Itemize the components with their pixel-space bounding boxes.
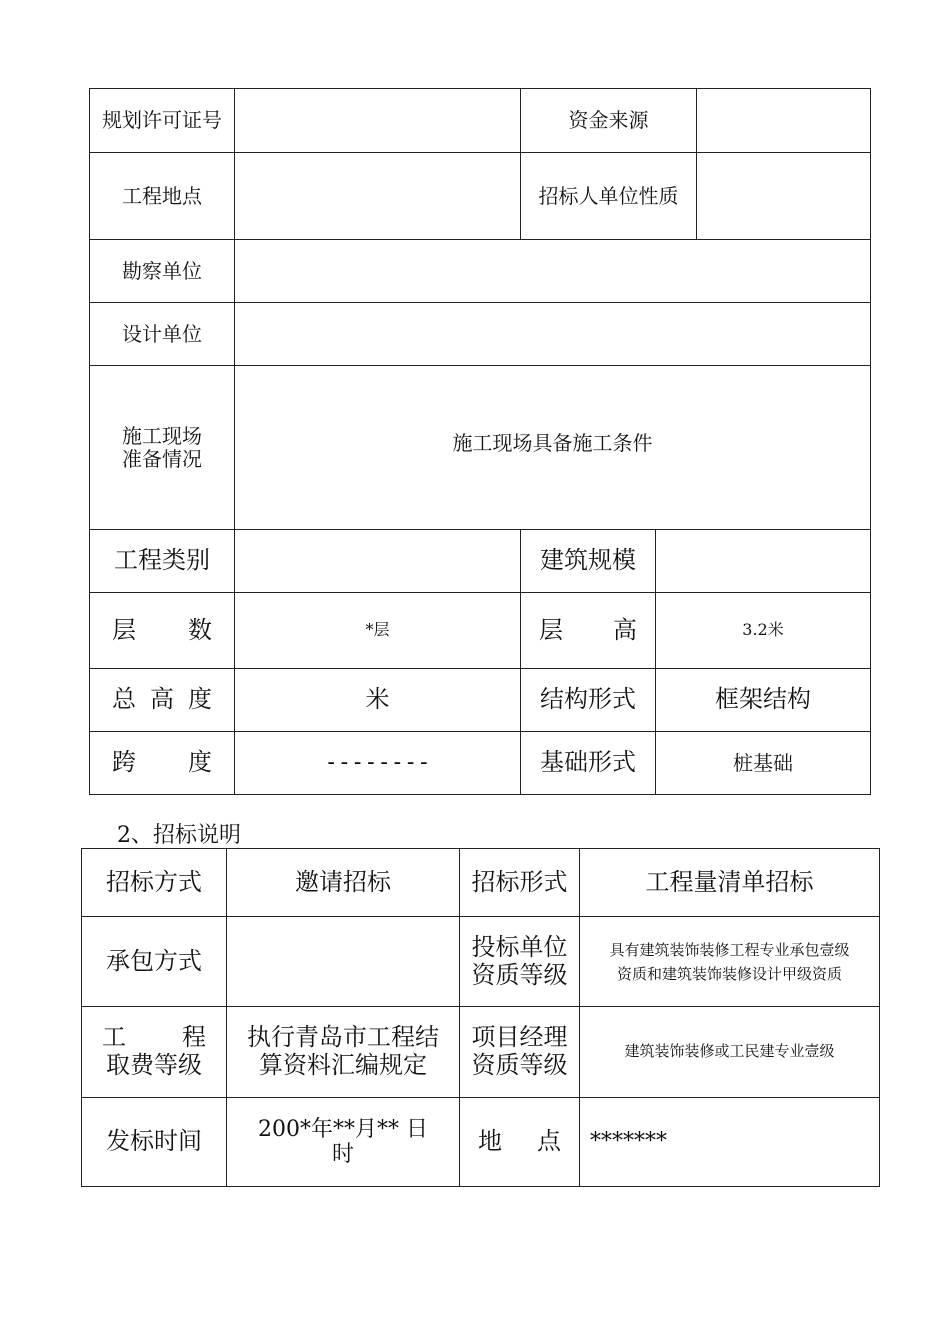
contract-method-label: 承包方式: [82, 917, 227, 1007]
building-scale-label: 建筑规模: [521, 530, 656, 593]
location-value: *******: [580, 1098, 880, 1187]
building-scale-value: [656, 530, 871, 593]
tender-method-value: 邀请招标: [227, 849, 460, 917]
fee-grade-value: [227, 1007, 460, 1098]
fee-grade-value-line1: 执行青岛市工程结: [247, 1023, 439, 1052]
location-label: [460, 1098, 580, 1187]
survey-unit-value: [235, 240, 871, 303]
project-category-value: [235, 530, 521, 593]
site-preparation-value: 施工现场具备施工条件: [235, 366, 871, 530]
tender-info-table: [81, 848, 880, 1187]
bidder-qualification-value-line1: 具有建筑装饰装修工程专业承包壹级: [609, 940, 850, 959]
table-row: [82, 1098, 880, 1187]
fee-grade-label-char1: 工: [102, 1023, 126, 1052]
span-value: --------: [235, 732, 521, 795]
project-location-label: 工程地点: [90, 153, 235, 240]
bidder-qualification-label: [460, 917, 580, 1007]
issue-time-label: 发标时间: [82, 1098, 227, 1187]
pm-qualification-label-line1: 项目经理: [471, 1023, 568, 1052]
tender-method-label: 招标方式: [82, 849, 227, 917]
project-info-table: [89, 88, 871, 795]
total-height-value: 米: [235, 669, 521, 732]
bidder-qualification-value: [580, 917, 880, 1007]
design-unit-label: 设计单位: [90, 303, 235, 366]
table-row: [90, 89, 871, 153]
site-preparation-label-line2: 准备情况: [122, 446, 202, 471]
table-row: [90, 530, 871, 593]
span-label-char1: 跨: [112, 748, 136, 777]
table-row: [90, 366, 871, 530]
fund-source-label: 资金来源: [521, 89, 697, 153]
pm-qualification-label-line2: 资质等级: [471, 1051, 568, 1079]
fee-grade-label-char2: 程: [182, 1023, 206, 1052]
bidder-qualification-label-line2: 资质等级: [471, 960, 568, 989]
foundation-form-label: 基础形式: [521, 732, 656, 795]
total-height-label-char2: 高: [150, 685, 174, 714]
tenderer-nature-label: 招标人单位性质: [521, 153, 697, 240]
table-row: [82, 917, 880, 1007]
fee-grade-value-line2: 算资料汇编规定: [259, 1051, 427, 1079]
floor-height-value: 3.2米: [656, 593, 871, 669]
pm-qualification-value: 建筑装饰装修或工民建专业壹级: [580, 1007, 880, 1098]
survey-unit-label: 勘察单位: [90, 240, 235, 303]
table-row: [90, 153, 871, 240]
fee-grade-label-line2: 取费等级: [106, 1051, 202, 1079]
issue-time-value: [227, 1098, 460, 1187]
site-preparation-label: [90, 366, 235, 530]
floor-height-label-char1: 层: [539, 615, 563, 644]
floors-value: *层: [235, 593, 521, 669]
location-label-char2: 点: [537, 1127, 561, 1156]
table-row: [82, 1007, 880, 1098]
issue-time-value-line2: 时: [331, 1142, 354, 1167]
site-preparation-label-line1: 施工现场: [122, 423, 202, 448]
project-category-label: 工程类别: [90, 530, 235, 593]
project-location-value: [235, 153, 521, 240]
floors-label: [90, 593, 235, 669]
foundation-form-value: 桩基础: [656, 732, 871, 795]
total-height-label-char3: 度: [188, 685, 212, 714]
table-row: [90, 240, 871, 303]
issue-time-value-line1: 200*年**月** 日: [258, 1116, 428, 1142]
table-row: [90, 732, 871, 795]
floors-label-char2: 数: [188, 615, 212, 644]
tender-form-label: 招标形式: [460, 849, 580, 917]
contract-method-value: [227, 917, 460, 1007]
bidder-qualification-value-line2: 资质和建筑装饰装修设计甲级资质: [616, 964, 842, 983]
total-height-label-char1: 总: [112, 685, 136, 714]
table-row: [90, 669, 871, 732]
bidder-qualification-label-line1: 投标单位: [471, 932, 568, 961]
span-label-char2: 度: [188, 748, 212, 777]
structure-form-value: 框架结构: [656, 669, 871, 732]
total-height-label: [90, 669, 235, 732]
span-label: [90, 732, 235, 795]
table-row: [90, 303, 871, 366]
tenderer-nature-value: [697, 153, 871, 240]
floor-height-label-char2: 高: [613, 615, 637, 644]
floor-height-label: [521, 593, 656, 669]
planning-permit-value: [235, 89, 521, 153]
planning-permit-label: 规划许可证号: [90, 89, 235, 153]
design-unit-value: [235, 303, 871, 366]
structure-form-label: 结构形式: [521, 669, 656, 732]
table-row: [90, 593, 871, 669]
section-title: 2、招标说明: [117, 823, 241, 848]
table-row: [82, 849, 880, 917]
fee-grade-label: [82, 1007, 227, 1098]
fund-source-value: [697, 89, 871, 153]
pm-qualification-label: [460, 1007, 580, 1098]
location-label-char1: 地: [478, 1127, 502, 1156]
floors-label-char1: 层: [112, 615, 136, 644]
tender-form-value: 工程量清单招标: [580, 849, 880, 917]
